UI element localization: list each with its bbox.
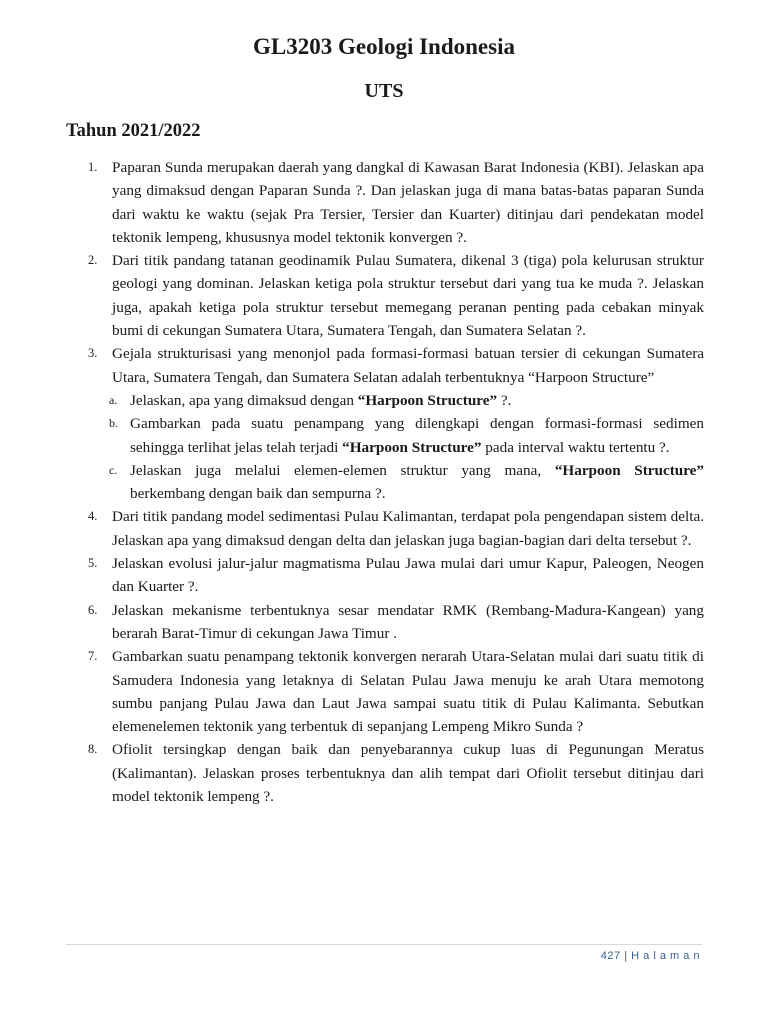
sub-question-text-end: pada interval waktu tertentu ?. bbox=[481, 438, 670, 456]
footer-divider bbox=[66, 944, 702, 945]
question-item bbox=[80, 342, 704, 505]
sub-question-item bbox=[109, 412, 704, 459]
sub-question-term: “Harpoon Structure” bbox=[357, 391, 498, 409]
question-text: Gejala strukturisasi yang menonjol pada formasi-formasi batuan tersier di cekungan Sumatera Utara, Sumatera Tengah, dan Sumatera Selatan adalah terbentuknya “Harpoon Structure” bbox=[112, 345, 704, 386]
page-number: 427 bbox=[600, 950, 621, 962]
sub-question-text: Jelaskan juga melalui elemen-elemen struktur yang mana, bbox=[130, 461, 555, 479]
sub-question-text: Gambarkan pada suatu penampang yang dilengkapi dengan formasi-formasi sedimen sehingga terlihat jelas telah terjadi bbox=[130, 415, 704, 456]
sub-question-letter: b. bbox=[109, 416, 118, 431]
question-text: Ofiolit tersingkap dengan baik dan penyebarannya cukup luas di Pegunungan Meratus (Kalimantan). Jelaskan proses terbentuknya dan alih tempat dari Ofiolit tersebut ditinjau dari model tektonik lempeng ?. bbox=[112, 741, 704, 806]
question-number: 5. bbox=[88, 556, 98, 571]
year-heading: Tahun 2021/2022 bbox=[66, 121, 201, 141]
sub-question-term: “Harpoon Structure” bbox=[342, 438, 482, 456]
question-item bbox=[80, 505, 704, 552]
question-item bbox=[80, 249, 704, 342]
question-number: 7. bbox=[88, 649, 98, 664]
sub-question-list bbox=[109, 389, 705, 505]
page-title: GL3203 Geologi Indonesia bbox=[253, 34, 515, 59]
sub-question-text: Jelaskan, apa yang dimaksud dengan bbox=[130, 391, 358, 409]
question-text: Gambarkan suatu penampang tektonik konvergen nerarah Utara-Selatan mulai dari suatu titik di Samudera Indonesia yang letaknya di Selatan Pulau Jawa menuju ke arah Utara memotong sumbu panjang Pulau Jawa dan Laut Jawa sampai suatu titik di Pulau Kalimanta. Sebutkan elemenelemen tektonik yang terbentuk di sepanjang Lempeng Mikro Sunda ? bbox=[112, 648, 704, 736]
question-text: Paparan Sunda merupakan daerah yang dangkal di Kawasan Barat Indonesia (KBI). Jelaskan apa yang dimaksud dengan Paparan Sunda ?. Dan jelaskan juga di mana batas-batas paparan Sunda dari waktu ke waktu (sejak Pra Tersier, Tersier dan Kuarter) ditinjau dari pendekatan model tektonik lempeng, khususnya model tektonik konvergen ?. bbox=[112, 159, 704, 246]
sub-question-text-end: ?. bbox=[497, 391, 512, 409]
page-footer bbox=[601, 950, 700, 962]
sub-question-text-end: berkembang dengan baik dan sempurna ?. bbox=[130, 485, 386, 503]
question-item bbox=[80, 156, 704, 249]
sub-question-item bbox=[109, 389, 704, 412]
sub-question-letter: a. bbox=[109, 392, 118, 407]
question-number: 6. bbox=[88, 602, 98, 617]
question-text: Dari titik pandang model sedimentasi Pulau Kalimantan, terdapat pola pengendapan sistem delta. Jelaskan apa yang dimaksud dengan delta dan jelaskan juga bagian-bagian dari delta tersebut ?. bbox=[112, 508, 704, 549]
footer-separator: | bbox=[624, 950, 628, 962]
sub-question-item bbox=[109, 459, 705, 506]
question-text: Jelaskan evolusi jalur-jalur magmatisma Pulau Jawa mulai dari umur Kapur, Paleogen, Neogen dan Kuarter ?. bbox=[112, 555, 704, 596]
question-item bbox=[80, 599, 704, 646]
question-number: 8. bbox=[88, 742, 98, 757]
page-label: H a l a m a n bbox=[631, 950, 700, 962]
question-item bbox=[80, 552, 704, 599]
question-item bbox=[80, 738, 704, 808]
question-number: 1. bbox=[88, 160, 98, 174]
sub-question-letter: c. bbox=[109, 462, 118, 477]
question-text: Dari titik pandang tatanan geodinamik Pulau Sumatera, dikenal 3 (tiga) pola kelurusan struktur geologi yang dominan. Jelaskan ketiga pola struktur tersebut dari yang tua ke muda ?. Jelaskan juga, apakah ketiga pola struktur tersebut memegang peranan penting pada cebakan minyak bumi di cekungan Sumatera Utara, Sumatera Tengah, dan Sumatera Selatan ?. bbox=[112, 252, 704, 340]
question-list bbox=[80, 156, 704, 808]
question-text: Jelaskan mekanisme terbentuknya sesar mendatar RMK (Rembang-Madura-Kangean) yang berarah Barat-Timur di cekungan Jawa Timur . bbox=[112, 601, 704, 642]
sub-question-term: “Harpoon Structure” bbox=[554, 461, 705, 479]
question-item bbox=[80, 645, 704, 738]
question-number: 4. bbox=[88, 509, 98, 524]
question-number: 2. bbox=[88, 253, 98, 268]
question-number: 3. bbox=[88, 346, 98, 361]
exam-type-heading: UTS bbox=[364, 80, 404, 102]
